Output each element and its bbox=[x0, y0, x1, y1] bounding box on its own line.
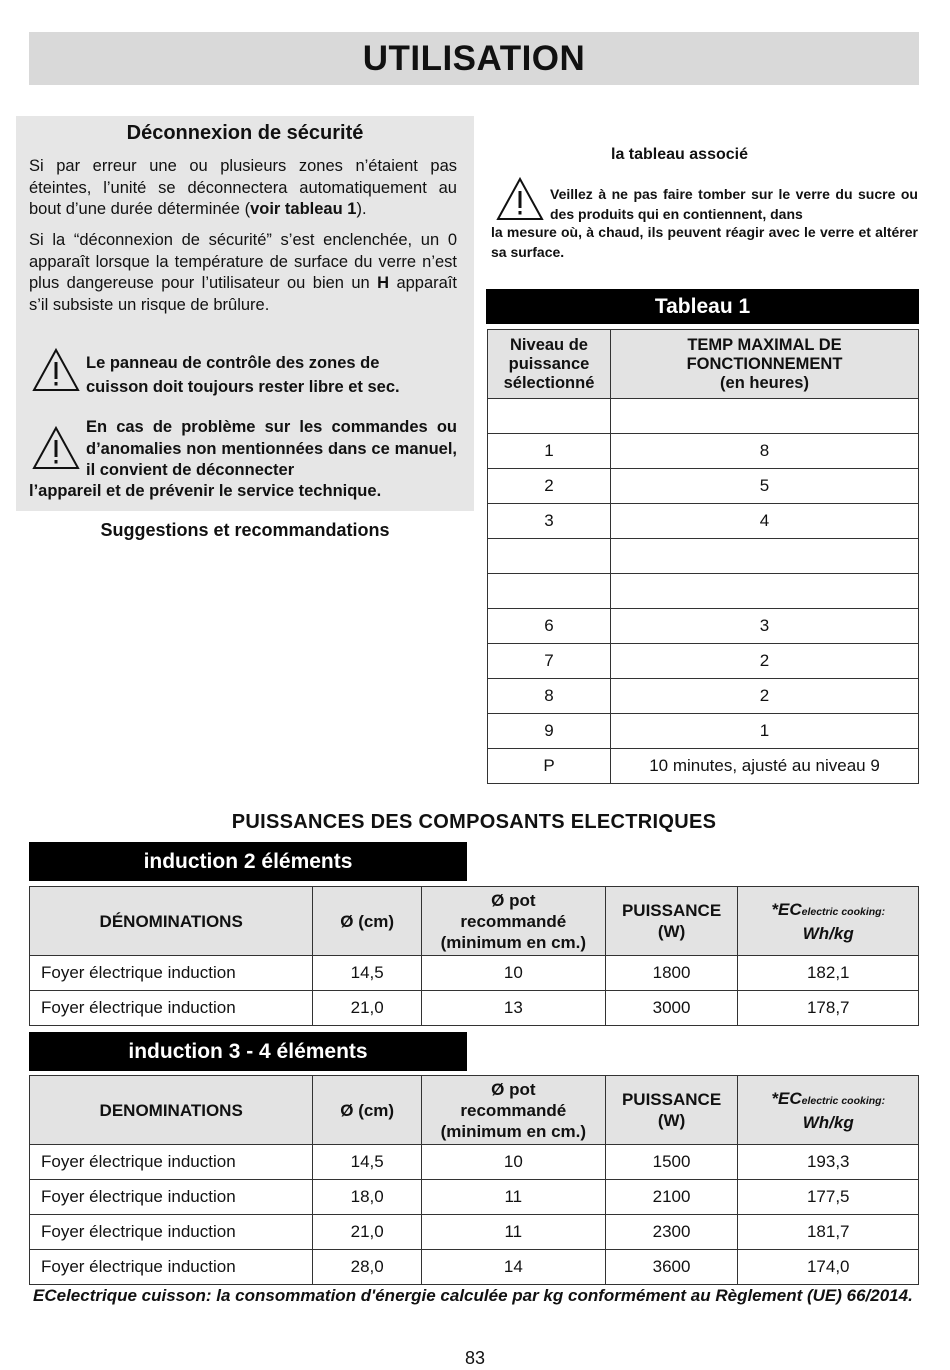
power-cell: 3600 bbox=[605, 1250, 738, 1285]
time-cell: 10 minutes, ajusté au niveau 9 bbox=[611, 749, 919, 784]
ec-main: *EC bbox=[771, 1088, 802, 1108]
induction-2-table bbox=[29, 886, 919, 1026]
sugar-warning: Veillez à ne pas faire tomber sur le verre du sucre ou des produits qui en contiennent, dans bbox=[550, 186, 918, 222]
header-line: recommandé bbox=[460, 911, 567, 931]
header-line: FONCTIONNEMENT bbox=[686, 354, 843, 373]
power-header bbox=[605, 887, 738, 956]
time-cell: 3 bbox=[611, 609, 919, 644]
associated-table-label: la tableau associé bbox=[611, 146, 748, 163]
level-cell: P bbox=[488, 749, 611, 784]
level-cell: 7 bbox=[488, 644, 611, 679]
pot-header bbox=[422, 887, 606, 956]
diameter-header: Ø (cm) bbox=[313, 1076, 422, 1145]
level-cell bbox=[488, 399, 611, 434]
denominations-header: DENOMINATIONS bbox=[30, 1076, 313, 1145]
time-cell bbox=[611, 399, 919, 434]
level-cell: 2 bbox=[488, 469, 611, 504]
name-cell: Foyer électrique induction bbox=[30, 956, 313, 991]
p1-end: ). bbox=[356, 200, 367, 218]
max-time-header bbox=[611, 330, 919, 399]
p1-text: Si par erreur une ou plusieurs zones n’étaient pas éteintes, l’unité se déconnectera automatiquement au bout d’une durée déterminée ( bbox=[29, 157, 457, 218]
power-cell: 1800 bbox=[605, 956, 738, 991]
suggestions-title: Suggestions et recommandations bbox=[100, 520, 390, 540]
table-header-row bbox=[30, 1076, 919, 1145]
pot-cell: 10 bbox=[422, 956, 606, 991]
p2-bold: H bbox=[377, 274, 390, 292]
time-cell: 2 bbox=[611, 679, 919, 714]
table-row bbox=[488, 679, 919, 714]
diameter-cell: 21,0 bbox=[313, 1215, 422, 1250]
header-line: (minimum en cm.) bbox=[440, 1121, 587, 1141]
table-row bbox=[30, 1215, 919, 1250]
header-line: TEMP MAXIMAL DE bbox=[687, 335, 842, 354]
footnote: ECelectrique cuisson: la consommation d'énergie calculée par kg conformément au Règlement (UE) 66/2014. bbox=[33, 1286, 913, 1305]
table-row bbox=[30, 956, 919, 991]
safety-paragraph-2 bbox=[29, 230, 457, 316]
time-cell bbox=[611, 574, 919, 609]
power-cell: 2300 bbox=[605, 1215, 738, 1250]
power-cell: 3000 bbox=[605, 991, 738, 1026]
table-row bbox=[488, 609, 919, 644]
warning-2: En cas de problème sur les commandes ou d’anomalies non mentionnées dans ce manuel, il convient de déconnecter bbox=[86, 418, 457, 479]
header-line: (minimum en cm.) bbox=[440, 932, 587, 952]
ec-cell: 182,1 bbox=[738, 956, 919, 991]
level-cell: 8 bbox=[488, 679, 611, 714]
sugar-warning-tail: la mesure où, à chaud, ils peuvent réagir avec le verre et altérer sa surface. bbox=[491, 224, 918, 260]
table-header-row bbox=[30, 887, 919, 956]
safety-paragraph-1 bbox=[29, 156, 457, 221]
header-line: Ø pot bbox=[491, 1079, 536, 1099]
power-section-title: PUISSANCES DES COMPOSANTS ELECTRIQUES bbox=[231, 811, 717, 833]
ec-sub: electric cooking: bbox=[801, 905, 886, 918]
table-row bbox=[30, 1180, 919, 1215]
level-header bbox=[488, 330, 611, 399]
warning-icon bbox=[31, 425, 81, 471]
pot-cell: 11 bbox=[422, 1180, 606, 1215]
time-cell: 5 bbox=[611, 469, 919, 504]
ec-cell: 193,3 bbox=[738, 1145, 919, 1180]
warning-1-line-2: cuisson doit toujours rester libre et sec. bbox=[86, 378, 400, 396]
name-cell: Foyer électrique induction bbox=[30, 1215, 313, 1250]
table-row bbox=[488, 504, 919, 539]
pot-cell: 13 bbox=[422, 991, 606, 1026]
ec-unit: Wh/kg bbox=[802, 923, 854, 943]
power-cell: 2100 bbox=[605, 1180, 738, 1215]
warning-1-line-1: Le panneau de contrôle des zones de bbox=[86, 354, 380, 372]
header-line: (en heures) bbox=[720, 373, 809, 392]
time-cell: 2 bbox=[611, 644, 919, 679]
induction-3-4-table bbox=[29, 1075, 919, 1285]
table-row bbox=[488, 434, 919, 469]
power-header bbox=[605, 1076, 738, 1145]
diameter-cell: 14,5 bbox=[313, 1145, 422, 1180]
page-number: 83 bbox=[464, 1348, 486, 1368]
diameter-cell: 21,0 bbox=[313, 991, 422, 1026]
level-cell bbox=[488, 574, 611, 609]
time-cell bbox=[611, 539, 919, 574]
table-row bbox=[488, 749, 919, 784]
table-row bbox=[30, 1250, 919, 1285]
name-cell: Foyer électrique induction bbox=[30, 991, 313, 1026]
level-cell bbox=[488, 539, 611, 574]
header-line: puissance bbox=[508, 354, 590, 373]
page-title: UTILISATION bbox=[29, 32, 919, 85]
level-cell: 6 bbox=[488, 609, 611, 644]
warning-icon bbox=[31, 347, 81, 393]
level-cell: 3 bbox=[488, 504, 611, 539]
table-row bbox=[488, 539, 919, 574]
table-1-title: Tableau 1 bbox=[486, 289, 919, 324]
name-cell: Foyer électrique induction bbox=[30, 1180, 313, 1215]
level-cell: 1 bbox=[488, 434, 611, 469]
ec-header-line bbox=[738, 899, 918, 923]
table-row bbox=[488, 644, 919, 679]
ec-unit: Wh/kg bbox=[802, 1112, 854, 1132]
header-line: recommandé bbox=[460, 1100, 567, 1120]
table-row bbox=[488, 574, 919, 609]
diameter-cell: 18,0 bbox=[313, 1180, 422, 1215]
denominations-header: DÉNOMINATIONS bbox=[30, 887, 313, 956]
ec-header bbox=[738, 887, 919, 956]
table-row bbox=[30, 1145, 919, 1180]
diameter-cell: 28,0 bbox=[313, 1250, 422, 1285]
table-row bbox=[488, 714, 919, 749]
header-line: PUISSANCE bbox=[621, 1090, 722, 1109]
p1-bold: voir tableau 1 bbox=[250, 200, 357, 218]
ec-cell: 177,5 bbox=[738, 1180, 919, 1215]
header-line: Ø pot bbox=[491, 890, 536, 910]
name-cell: Foyer électrique induction bbox=[30, 1250, 313, 1285]
pot-cell: 11 bbox=[422, 1215, 606, 1250]
p2-text: Si la “déconnexion de sécurité” s’est enclenchée, un 0 apparaît lorsque la température de surface du verre n’est plus dangereuse pour l’utilisateur ou bien un bbox=[29, 231, 457, 292]
ec-sub: electric cooking: bbox=[801, 1094, 886, 1107]
header-line: Niveau de bbox=[510, 335, 588, 354]
table-1 bbox=[487, 329, 919, 784]
level-cell: 9 bbox=[488, 714, 611, 749]
header-line: (W) bbox=[657, 922, 686, 941]
safety-title: Déconnexion de sécurité bbox=[126, 122, 364, 144]
warning-icon bbox=[495, 176, 545, 222]
time-cell: 8 bbox=[611, 434, 919, 469]
diameter-header: Ø (cm) bbox=[313, 887, 422, 956]
warning-2-last-line: l’appareil et de prévenir le service technique. bbox=[29, 482, 382, 500]
induction-3-4-label: induction 3 - 4 éléments bbox=[29, 1032, 467, 1071]
ec-cell: 174,0 bbox=[738, 1250, 919, 1285]
diameter-cell: 14,5 bbox=[313, 956, 422, 991]
ec-header bbox=[738, 1076, 919, 1145]
p2-end: apparaît s’il subsiste un risque de brûlure. bbox=[29, 274, 457, 314]
table-row bbox=[488, 469, 919, 504]
header-line: PUISSANCE bbox=[621, 901, 722, 920]
header-line: sélectionné bbox=[503, 373, 595, 392]
pot-cell: 14 bbox=[422, 1250, 606, 1285]
ec-main: *EC bbox=[771, 899, 802, 919]
pot-header bbox=[422, 1076, 606, 1145]
header-line: (W) bbox=[657, 1111, 686, 1130]
table-row bbox=[488, 399, 919, 434]
time-cell: 1 bbox=[611, 714, 919, 749]
induction-2-label: induction 2 éléments bbox=[29, 842, 467, 881]
name-cell: Foyer électrique induction bbox=[30, 1145, 313, 1180]
table-row bbox=[30, 991, 919, 1026]
ec-header-line bbox=[738, 1088, 918, 1112]
power-cell: 1500 bbox=[605, 1145, 738, 1180]
ec-cell: 181,7 bbox=[738, 1215, 919, 1250]
table-header-row bbox=[488, 330, 919, 399]
pot-cell: 10 bbox=[422, 1145, 606, 1180]
ec-cell: 178,7 bbox=[738, 991, 919, 1026]
time-cell: 4 bbox=[611, 504, 919, 539]
